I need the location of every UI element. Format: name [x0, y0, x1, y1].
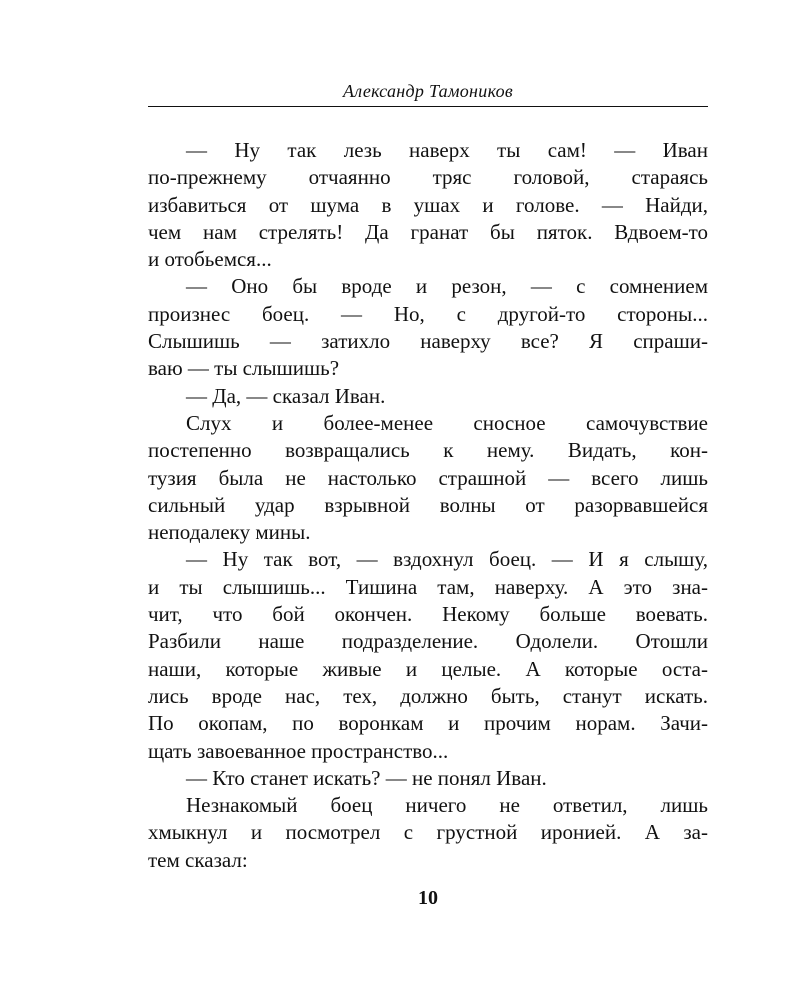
- text-line: — Оно бы вроде и резон, — с сомнением: [186, 274, 708, 299]
- text-line: постепенно возвращались к нему. Видать, кон-: [148, 438, 708, 463]
- text-line: и ты слышишь... Тишина там, наверху. А это зна-: [148, 574, 708, 599]
- text-line: — Кто станет искать? — не понял Иван.: [186, 765, 547, 790]
- text-line: — Да, — сказал Иван.: [186, 383, 386, 408]
- text-line: Слышишь — затихло наверху все? Я спраши-: [148, 329, 708, 354]
- paragraph: [148, 383, 708, 410]
- running-header-author: Александр Тамоников: [342, 81, 514, 101]
- text-line: Незнакомый боец ничего не ответил, лишь: [186, 793, 708, 818]
- text-line: Разбили наше подразделение. Одолели. Отошли: [148, 629, 708, 654]
- body-text: [148, 137, 708, 874]
- page-number: 10: [418, 887, 438, 909]
- text-line: тем сказал:: [148, 847, 248, 872]
- text-line: неподалеку мины.: [148, 520, 311, 545]
- text-line: хмыкнул и посмотрел с грустной иронией. А за-: [148, 820, 708, 845]
- text-line: по-прежнему отчаянно тряс головой, стараясь: [148, 165, 708, 190]
- paragraph: [148, 137, 708, 273]
- text-line: избавиться от шума в ушах и голове. — Найди,: [148, 192, 708, 217]
- paragraph: [148, 273, 708, 382]
- text-line: наши, которые живые и целые. А которые оста-: [148, 656, 708, 681]
- paragraph: [148, 792, 708, 874]
- header-rule: [148, 106, 708, 107]
- text-line: чем нам стрелять! Да гранат бы пяток. Вдвоем-то: [148, 219, 708, 244]
- paragraph: [148, 410, 708, 546]
- text-line: тузия была не настолько страшной — всего лишь: [148, 465, 708, 490]
- text-line: сильный удар взрывной волны от разорвавшейся: [148, 492, 708, 517]
- text-line: ваю — ты слышишь?: [148, 356, 340, 381]
- text-line: лись вроде нас, тех, должно быть, станут искать.: [148, 683, 708, 708]
- text-line: — Ну так лезь наверх ты сам! — Иван: [186, 138, 708, 162]
- paragraph: [148, 546, 708, 764]
- paragraph: [148, 765, 708, 792]
- text-line: — Ну так вот, — вздохнул боец. — И я слышу,: [186, 547, 708, 572]
- text-line: щать завоеванное пространство...: [148, 738, 449, 763]
- text-line: По окопам, по воронкам и прочим норам. Зачи-: [148, 711, 708, 736]
- text-line: Слух и более-менее сносное самочувствие: [186, 410, 708, 435]
- text-line: чит, что бой окончен. Некому больше воевать.: [148, 602, 708, 627]
- text-line: и отобьемся...: [148, 247, 272, 272]
- text-line: произнес боец. — Но, с другой-то стороны...: [148, 301, 708, 326]
